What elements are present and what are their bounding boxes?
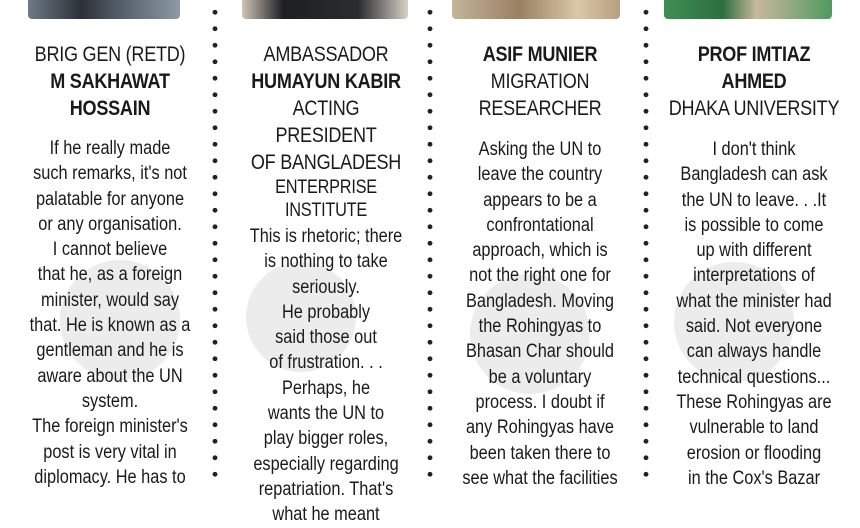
quote-text bbox=[10, 136, 210, 490]
quote-line: leave the country bbox=[477, 164, 603, 186]
quote-line: repatriation. That's bbox=[258, 478, 394, 500]
quote-text bbox=[440, 137, 640, 491]
quote-line: the Rohingyas to bbox=[478, 316, 602, 338]
quote-line: can always handle bbox=[686, 341, 822, 363]
quote-line: any Rohingyas have bbox=[465, 417, 615, 439]
quote-line: up with different bbox=[696, 240, 812, 262]
quote-column-imtiaz-ahmed bbox=[654, 0, 854, 489]
quote-line: These Rohingyas are bbox=[676, 391, 832, 413]
portrait-photo bbox=[452, 0, 620, 19]
speaker-affiliation: RESEARCHER bbox=[478, 97, 602, 120]
quote-line: I cannot believe bbox=[52, 239, 168, 261]
quote-line: that. He is known as a bbox=[29, 315, 191, 337]
quote-line: erosion or flooding bbox=[686, 442, 822, 464]
speaker-heading bbox=[668, 41, 840, 122]
quote-line: vulnerable to land bbox=[689, 417, 819, 439]
speaker-affiliation: ENTERPRISE bbox=[275, 177, 377, 198]
quote-line: Perhaps, he bbox=[281, 377, 371, 399]
quote-text bbox=[226, 224, 426, 528]
quote-line: approach, which is bbox=[472, 240, 608, 262]
portrait-photo bbox=[664, 0, 832, 19]
quote-line: He probably bbox=[281, 301, 371, 323]
speaker-heading bbox=[24, 41, 196, 122]
quote-line: post is very vital in bbox=[43, 441, 177, 463]
quote-line: Bhasan Char should bbox=[465, 341, 615, 363]
quote-line: confrontational bbox=[486, 214, 594, 236]
quote-line: the UN to leave. . .It bbox=[681, 189, 827, 211]
speaker-affiliation: MIGRATION bbox=[490, 70, 590, 93]
quote-column-sakhawat-hossain bbox=[10, 0, 210, 488]
quote-line: is possible to come bbox=[684, 214, 824, 236]
speaker-name: PROF IMTIAZ bbox=[697, 43, 811, 66]
speaker-affiliation: ACTING PRESIDENT bbox=[275, 97, 377, 147]
quote-line: is nothing to take bbox=[264, 251, 388, 273]
quote-column-humayun-kabir bbox=[226, 0, 426, 526]
quote-line: interpretations of bbox=[693, 265, 815, 287]
quote-line: said those out bbox=[275, 327, 377, 349]
dotted-divider bbox=[643, 4, 649, 488]
quote-line: seriously. bbox=[292, 276, 360, 298]
quote-line: If he really made bbox=[49, 138, 171, 159]
quote-line: The foreign minister's bbox=[32, 416, 188, 438]
quote-line: appears to be a bbox=[483, 189, 597, 211]
quote-line: be a voluntary bbox=[488, 366, 592, 388]
quote-line: especially regarding bbox=[253, 453, 399, 475]
quote-line: system. bbox=[81, 390, 139, 412]
speaker-name: M SAKHAWAT bbox=[50, 70, 170, 93]
quote-line: such remarks, it's not bbox=[33, 163, 187, 185]
portrait-photo bbox=[28, 0, 180, 19]
quote-column-asif-munier bbox=[440, 0, 640, 489]
quote-line: been taken there to bbox=[469, 442, 611, 464]
quote-line: wants the UN to bbox=[267, 403, 385, 425]
dotted-divider bbox=[212, 4, 218, 488]
quote-line: what the minister had bbox=[676, 290, 832, 312]
quote-line: Bangladesh can ask bbox=[680, 164, 828, 186]
speaker-affiliation: OF BANGLADESH bbox=[250, 151, 402, 174]
speaker-name: HOSSAIN bbox=[69, 97, 151, 120]
portrait-photo bbox=[242, 0, 408, 19]
speaker-title: BRIG GEN (RETD) bbox=[34, 43, 186, 66]
quote-line: I don't think bbox=[712, 139, 796, 160]
quote-line: said. Not everyone bbox=[685, 316, 823, 338]
speaker-name: ASIF MUNIER bbox=[482, 43, 598, 66]
quote-line: minister, would say bbox=[40, 289, 180, 311]
quote-line: Asking the UN to bbox=[478, 139, 602, 160]
quote-line: in the Cox's Bazar bbox=[687, 467, 821, 489]
speaker-affiliation: DHAKA UNIVERSITY bbox=[668, 97, 840, 120]
quote-line: play bigger roles, bbox=[263, 428, 389, 450]
quote-line: Bangladesh. Moving bbox=[465, 290, 615, 312]
quote-line: aware about the UN bbox=[37, 365, 183, 387]
quote-line: see what the facilities bbox=[462, 467, 618, 489]
quote-line: what he meant bbox=[272, 504, 380, 526]
speaker-heading bbox=[454, 41, 626, 122]
quote-line: or any organisation. bbox=[38, 213, 182, 235]
quote-line: gentleman and he is bbox=[36, 340, 184, 362]
quote-line: technical questions... bbox=[677, 366, 831, 388]
dotted-divider bbox=[427, 4, 433, 488]
speaker-name: HUMAYUN KABIR bbox=[251, 70, 401, 93]
quote-line: process. I doubt if bbox=[475, 391, 605, 413]
quote-line: diplomacy. He has to bbox=[34, 466, 186, 488]
quote-line: that he, as a foreign bbox=[37, 264, 183, 286]
quote-text bbox=[654, 137, 854, 491]
speaker-heading bbox=[240, 41, 412, 222]
quote-line: not the right one for bbox=[469, 265, 611, 287]
speaker-title: AMBASSADOR bbox=[263, 43, 389, 66]
quote-line: of frustration. . . bbox=[269, 352, 383, 374]
speaker-name: AHMED bbox=[721, 70, 787, 93]
quote-line: This is rhetoric; there bbox=[249, 226, 403, 247]
speaker-affiliation: INSTITUTE bbox=[284, 200, 368, 221]
quote-line: palatable for anyone bbox=[35, 188, 185, 210]
